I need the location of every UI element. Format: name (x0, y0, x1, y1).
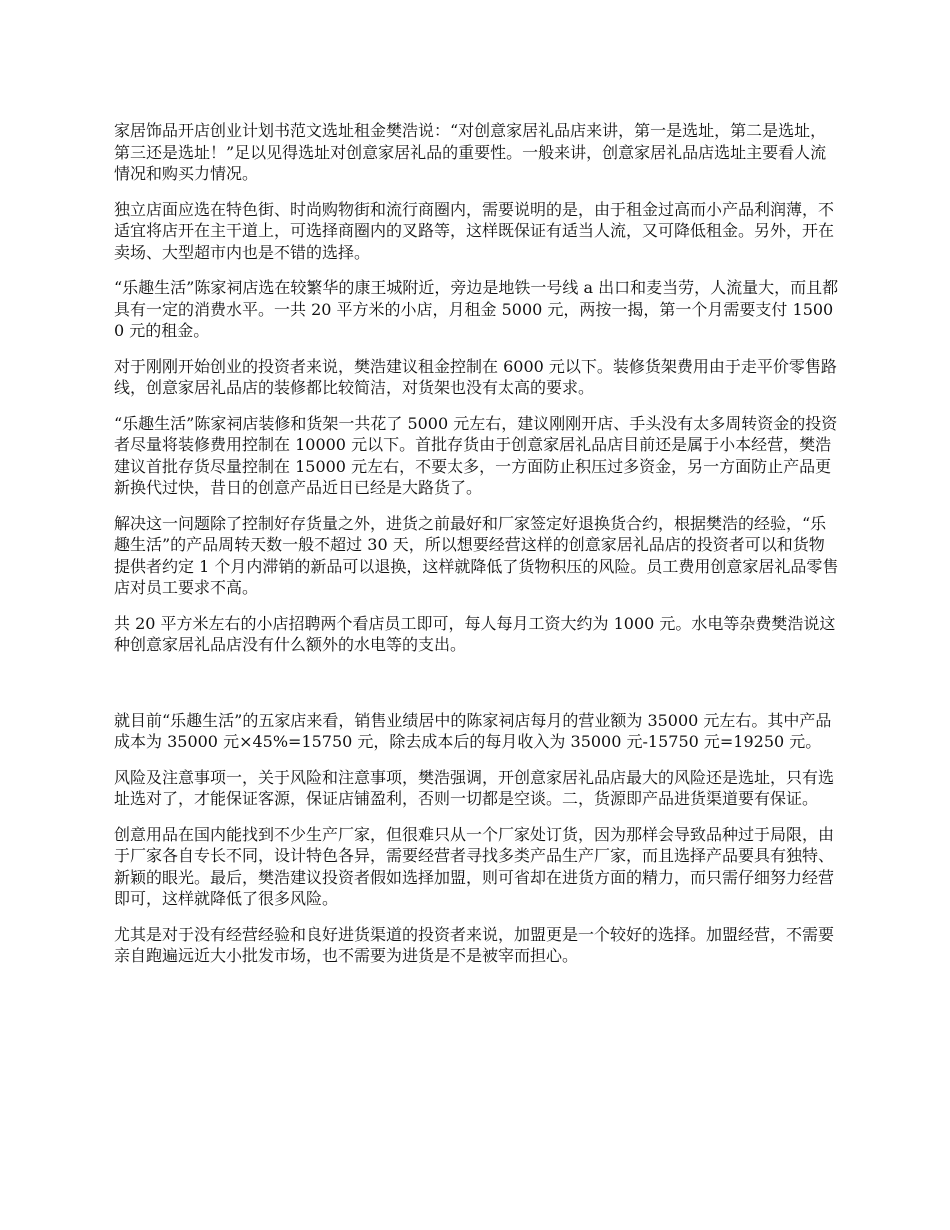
paragraph-7: 共 20 平方米左右的小店招聘两个看店员工即可，每人每月工资大约为 1000 元。水电等杂费樊浩说这种创意家居礼品店没有什么额外的水电等的支出。 (114, 613, 836, 654)
paragraph-2: 独立店面应选在特色街、时尚购物街和流行商圈内，需要说明的是，由于租金过高而小产品利润薄，不适宜将店开在主干道上，可选择商圈内的叉路等，这样既保证有适当人流，又可降低租金。另外，开在卖场、大型超市内也是不错的选择。 (114, 199, 835, 262)
paragraph-10: 创意用品在国内能找到不少生产厂家，但很难只从一个厂家处订货，因为那样会导致品种过于局限，由于厂家各自专长不同，设计特色各异，需要经营者寻找多类产品生产厂家，而且选择产品要具有独特、新颖的眼光。最后，樊浩建议投资者假如选择加盟，则可省却在进货方面的精力，而只需仔细努力经营即可，这样就降低了很多风险。 (114, 824, 835, 908)
paragraph-3: “乐趣生活”陈家祠店选在较繁华的康王城附近，旁边是地铁一号线 a 出口和麦当劳，人流量大，而且都具有一定的消费水平。一共 20 平方米的小店，月租金 5000 元，两按一揭，第一个月需要支付 15000 元的租金。 (114, 278, 839, 340)
paragraph-6: 解决这一问题除了控制好存货量之外，进货之前最好和厂家签定好退换货合约，根据樊浩的经验，“乐趣生活”的产品周转天数一般不超过 30 天，所以想要经营这样的创意家居礼品店的投资者可以和货物提供者约定 1 个月内滞销的新品可以退换，这样就降低了货物积压的风险。员工费用创意家居礼品零售店对员工要求不高。 (114, 513, 839, 597)
paragraph-8: 就目前“乐趣生活”的五家店来看，销售业绩居中的陈家祠店每月的营业额为 35000 元左右。其中产品成本为 35000 元×45%=15750 元，除去成本后的每月收入为 35000 元-15750 元=19250 元。 (114, 710, 832, 751)
paragraph-5: “乐趣生活”陈家祠店装修和货架一共花了 5000 元左右，建议刚刚开店、手头没有太多周转资金的投资者尽量将装修费用控制在 10000 元以下。首批存货由于创意家居礼品店目前还是属于小本经营，樊浩建议首批存货尽量控制在 15000 元左右，不要太多，一方面防止积压过多资金，另一方面防止产品更新换代过快，昔日的创意产品近日已经是大路货了。 (114, 413, 838, 497)
paragraph-11: 尤其是对于没有经营经验和良好进货渠道的投资者来说，加盟更是一个较好的选择。加盟经营，不需要亲自跑遍远近大小批发市场，也不需要为进货是不是被宰而担心。 (114, 924, 835, 965)
paragraph-4: 对于刚刚开始创业的投资者来说，樊浩建议租金控制在 6000 元以下。装修货架费用由于走平价零售路线，创意家居礼品店的装修都比较简洁，对货架也没有太高的要求。 (114, 356, 837, 397)
document-body (114, 120, 840, 981)
paragraph-9: 风险及注意事项一，关于风险和注意事项，樊浩强调，开创意家居礼品店最大的风险还是选址，只有选址选对了，才能保证客源，保证店铺盈利，否则一切都是空谈。二，货源即产品进货渠道要有保证。 (114, 767, 835, 808)
paragraph-1: 家居饰品开店创业计划书范文选址租金樊浩说：“对创意家居礼品店来讲，第一是选址，第二是选址，第三还是选址！”足以见得选址对创意家居礼品的重要性。一般来讲，创意家居礼品店选址主要看人流情况和购买力情况。 (114, 121, 827, 183)
